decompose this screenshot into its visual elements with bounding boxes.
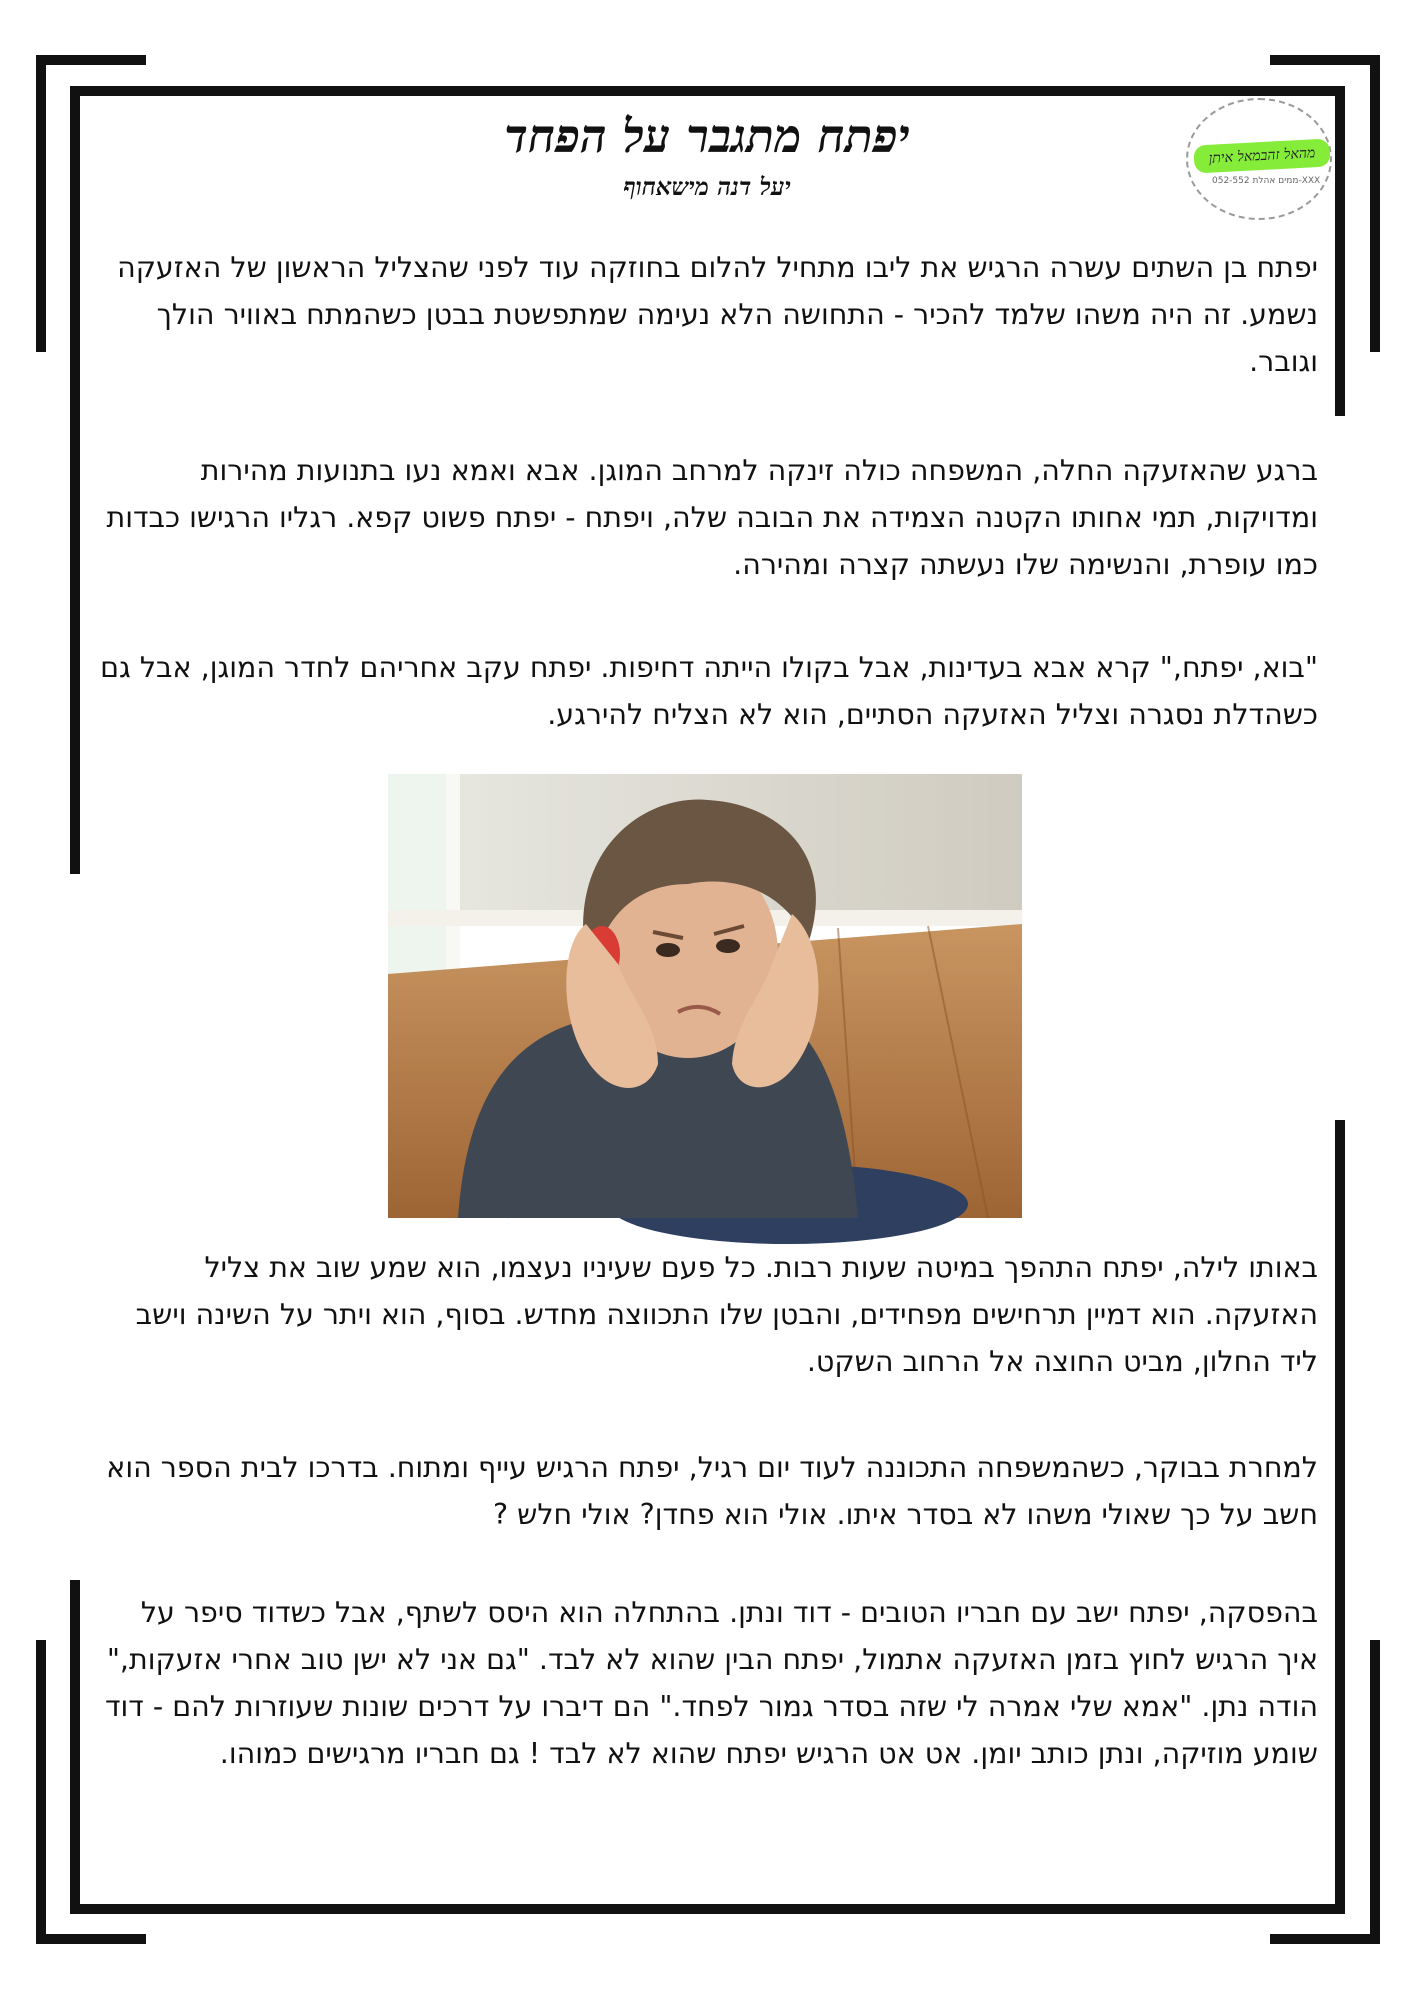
frame-inner-left-bottom <box>70 1580 80 1914</box>
story-paragraph-2: ברגע שהאזעקה החלה, המשפחה כולה זינקה למרחב המוגן. אבא ואמא נעו בתנועות מהירות ומדויקות, תמי אחותו הקטנה הצמידה את הבובה שלה, ויפתח - יפתח פשוט קפא. רגליו הרגישו כבדות כמו עופרת, והנשימה שלו נעשתה קצרה ומהירה. <box>106 454 1318 581</box>
frame-bracket-top-right-h <box>1270 55 1380 65</box>
frame-bracket-top-left-v <box>36 55 46 352</box>
story-paragraph-1: יפתח בן השתים עשרה הרגיש את ליבו מתחיל להלום בחוזקה עוד לפני שהצליל הראשון של האזעקה נשמע. זה היה משהו שלמד להכיר - התחושה הלא נעימה שמתפשטת בבטן כשהמתח באוויר הולך וגובר. <box>117 251 1318 378</box>
page-title: יפתח מתגבר על הפחד <box>504 109 910 163</box>
frame-inner-top <box>70 86 1345 96</box>
logo-badge <box>1186 98 1332 220</box>
frame-bracket-bottom-left-v <box>36 1640 46 1944</box>
frame-inner-left-top <box>70 86 80 874</box>
story-paragraph-5: למחרת בבוקר, כשהמשפחה התכוננה לעוד יום רגיל, יפתח הרגיש עייף ומתוח. בדרכו לבית הספר הוא חשב על כך שאולי משהו לא בסדר איתו. אולי הוא פחדן? אולי חלש ? <box>106 1451 1318 1531</box>
story-paragraph-3: "בוא, יפתח," קרא אבא בעדינות, אבל בקולו הייתה דחיפות. יפתח עקב אחריהם לחדר המוגן, אבל גם כשהדלת נסגרה וצליל האזעקה הסתיים, הוא לא הצליח להירגע. <box>100 651 1318 731</box>
frame-bracket-top-left-h <box>36 55 146 65</box>
illustration-boy-covering-ears <box>388 774 1022 1218</box>
frame-inner-right-top <box>1335 86 1345 416</box>
story-paragraph-6: בהפסקה, יפתח ישב עם חבריו הטובים - דוד ונתן. בהתחלה הוא היסס לשתף, אבל כשדוד סיפר על איך הרגיש לחוץ בזמן האזעקה אתמול, יפתח הבין שהוא לא לבד. "גם אני לא ישן טוב אחרי אזעקות," הודה נתן. "אמא שלי אמרה לי שזה בסדר גמור לפחד." הם דיברו על דרכים שונות שעוזרות להם - דוד שומע מוזיקה, ונתן כותב יומן. אט אט הרגיש יפתח שהוא לא לבד ! גם חבריו מרגישים כמוהו. <box>104 1596 1318 1770</box>
author-line: יעל דנה מישאחוף <box>623 172 791 201</box>
story-paragraph-4: באותו לילה, יפתח התהפך במיטה שעות רבות. כל פעם שעיניו נעצמו, הוא שמע שוב את צליל האזעקה. הוא דמיין תרחישים מפחידים, והבטן שלו התכווצה מחדש. בסוף, הוא ויתר על השינה וישב ליד החלון, מביט החוצה אל הרחוב השקט. <box>135 1251 1318 1378</box>
logo-name: מהאל זהבמאל איתן <box>1193 138 1330 173</box>
frame-inner-right-bottom <box>1335 1120 1345 1914</box>
frame-bracket-bottom-right-h <box>1270 1934 1380 1944</box>
logo-tagline: ממים אהלת 052-552-XXX <box>1212 176 1321 186</box>
frame-bracket-bottom-right-v <box>1370 1640 1380 1944</box>
frame-bracket-bottom-left-h <box>36 1934 146 1944</box>
frame-bracket-top-right-v <box>1370 55 1380 352</box>
frame-inner-bottom <box>70 1904 1345 1914</box>
